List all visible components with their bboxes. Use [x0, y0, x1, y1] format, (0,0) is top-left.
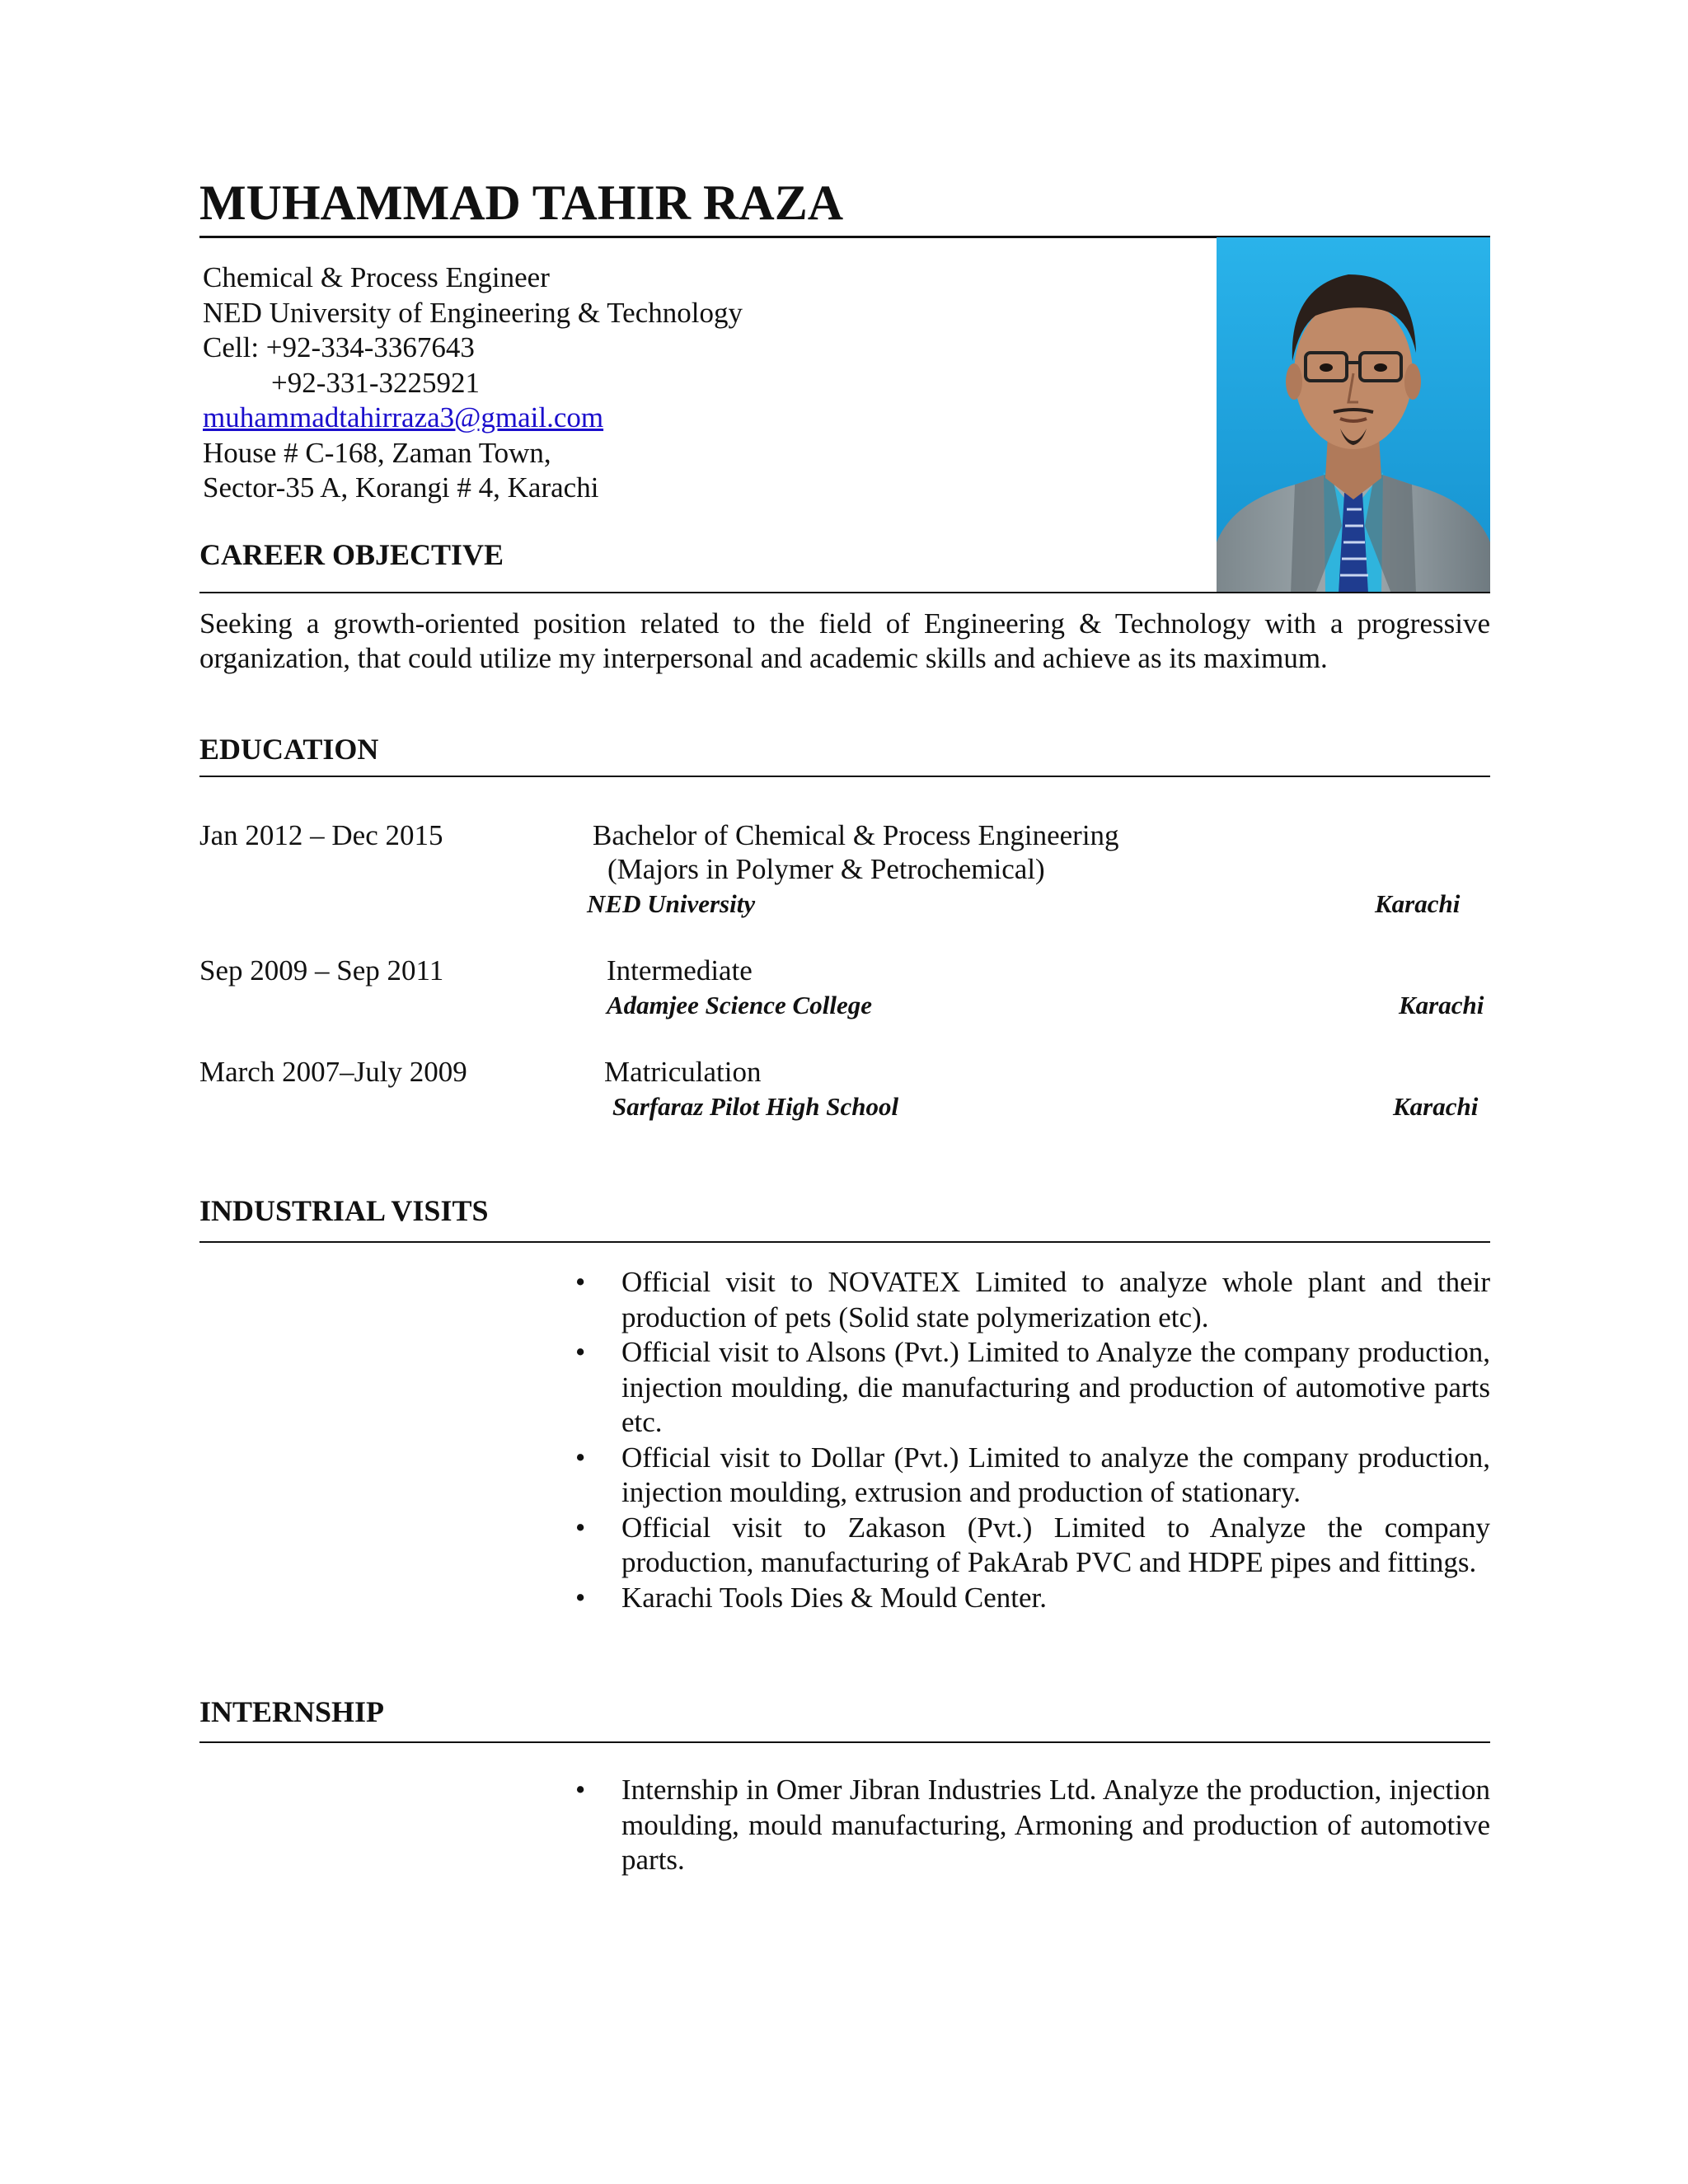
- visit-text: Karachi Tools Dies & Mould Center.: [621, 1581, 1047, 1614]
- contact-phone-2: +92-331-3225921: [271, 366, 481, 399]
- education-institution: Sarfaraz Pilot High School: [612, 1092, 899, 1121]
- contact-title: Chemical & Process Engineer: [203, 261, 550, 293]
- address-line-2: Sector-35 A, Korangi # 4, Karachi: [203, 471, 599, 504]
- career-objective-heading: CAREER OBJECTIVE: [199, 538, 504, 571]
- education-degree: Bachelor of Chemical & Process Engineering: [593, 819, 1119, 851]
- visit-text: Official visit to NOVATEX Limited to analyze whole plant and their production of pets (Solid state polymerization etc).: [621, 1266, 1490, 1333]
- education-city: Karachi: [1399, 991, 1484, 1019]
- industrial-visits-divider: [199, 1241, 1490, 1243]
- education-dates: March 2007–July 2009: [199, 1056, 467, 1088]
- bullet-icon: •: [575, 1336, 586, 1368]
- list-item: [575, 1265, 1490, 1335]
- bullet-icon: •: [575, 1774, 586, 1806]
- bullet-icon: •: [575, 1511, 586, 1544]
- internship-divider: [199, 1741, 1490, 1743]
- education-city: Karachi: [1393, 1092, 1479, 1121]
- internship-text: Internship in Omer Jibran Industries Ltd. Analyze the production, injection moulding, mould manufacturing, Armoning and production of automotive parts.: [621, 1774, 1490, 1876]
- bullet-icon: •: [575, 1441, 586, 1474]
- industrial-visits-list: [575, 1265, 1490, 1615]
- education-institution: NED University: [587, 889, 756, 918]
- email-link[interactable]: muhammadtahirraza3@gmail.com: [203, 401, 604, 434]
- visit-text: Official visit to Alsons (Pvt.) Limited to Analyze the company production, injection moulding, die manufacturing and production of automotive parts etc.: [621, 1336, 1490, 1438]
- career-objective-divider: [199, 592, 1490, 593]
- education-institution: Adamjee Science College: [607, 991, 872, 1019]
- candidate-name: MUHAMMAD TAHIR RAZA: [199, 176, 844, 230]
- education-degree: Matriculation: [604, 1056, 762, 1088]
- internship-heading: INTERNSHIP: [199, 1695, 385, 1728]
- visit-text: Official visit to Zakason (Pvt.) Limited to Analyze the company production, manufacturing of PakArab PVC and HDPE pipes and fittings.: [621, 1511, 1490, 1578]
- profile-photo: [1217, 237, 1490, 593]
- bullet-icon: •: [575, 1266, 586, 1298]
- industrial-visits-heading: INDUSTRIAL VISITS: [199, 1194, 489, 1227]
- education-note: (Majors in Polymer & Petrochemical): [607, 853, 1045, 885]
- list-item: [575, 1581, 1490, 1616]
- list-item: [575, 1335, 1490, 1441]
- visit-text: Official visit to Dollar (Pvt.) Limited to analyze the company production, injection moulding, extrusion and production of stationary.: [621, 1441, 1490, 1508]
- education-city: Karachi: [1375, 889, 1461, 918]
- list-item: [575, 1511, 1490, 1581]
- address-line-1: House # C-168, Zaman Town,: [203, 436, 551, 469]
- list-item: [575, 1441, 1490, 1511]
- education-heading: EDUCATION: [199, 733, 379, 766]
- bullet-icon: •: [575, 1581, 586, 1614]
- list-item: [575, 1773, 1490, 1878]
- contact-block: [203, 260, 743, 506]
- education-dates: Jan 2012 – Dec 2015: [199, 819, 443, 851]
- internship-list: [575, 1773, 1490, 1878]
- contact-university: NED University of Engineering & Technology: [203, 296, 743, 329]
- education-divider: [199, 776, 1490, 777]
- contact-cell: Cell: +92-334-3367643: [203, 331, 475, 363]
- career-objective-text: Seeking a growth-oriented position related to the field of Engineering & Technology with a progressive organization, that could utilize my interpersonal and academic skills and achieve as its maximum.: [199, 607, 1490, 674]
- education-dates: Sep 2009 – Sep 2011: [199, 954, 444, 987]
- education-degree: Intermediate: [607, 954, 753, 987]
